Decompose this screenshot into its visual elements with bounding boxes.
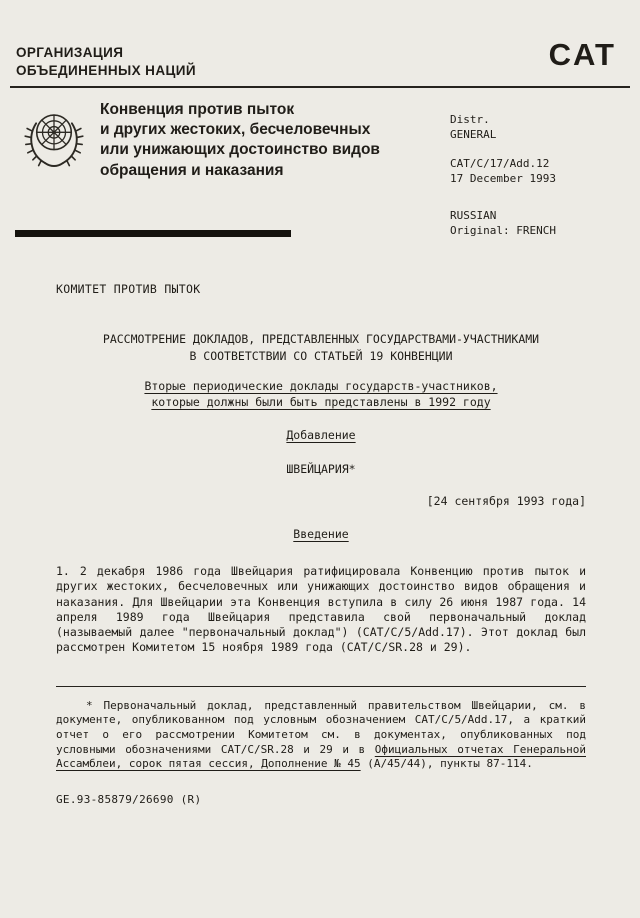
- distr-value: GENERAL: [450, 128, 497, 142]
- convention-title-line: Конвенция против пыток: [100, 101, 295, 119]
- footnote-divider: [56, 686, 586, 687]
- paragraph-1: 1. 2 декабря 1986 года Швейцария ратифицировала Конвенцию против пыток и других жестоких, бесчеловечных или унижающих достоинство видов обращения и наказания. Для Швейцарии эта Конвенция вступила в силу 26 июня 1987 года. 14 апреля 1989 года Швейцария представила свой первоначальный доклад (называемый далее "первоначальный доклад") (CAT/C/5/Add.17). Этот доклад был рассмотрен Комитетом 15 ноября 1989 года (CAT/C/SR.28 и 29).: [56, 564, 586, 655]
- doc-date: 17 December 1993: [450, 172, 556, 186]
- footnote: [56, 699, 586, 772]
- introduction-heading: [56, 526, 586, 542]
- heading1-line2: В СООТВЕТСТВИИ СО СТАТЬЕЙ 19 КОНВЕНЦИИ: [189, 348, 453, 363]
- committee-heading: КОМИТЕТ ПРОТИВ ПЫТОК: [56, 282, 201, 297]
- document-body: [0, 281, 640, 807]
- doc-original-language: Original: FRENCH: [450, 224, 556, 238]
- letterhead: [0, 0, 640, 79]
- distr-label: Distr.: [450, 113, 490, 127]
- footnote-lead: * Первоначальный доклад, представленный правительством Швейцарии, см. в документе, опубликованном под условным обозначением CAT/C/5/Add.17, а краткий отчет о его рассмотрении Комитетом см. в документах, опубликованных под условными обозначениями CAT/C/SR.28 и 29 и в: [56, 698, 586, 756]
- report-consideration-heading: [56, 331, 586, 364]
- heading1-line1: РАССМОТРЕНИЕ ДОКЛАДОВ, ПРЕДСТАВЛЕННЫХ ГОСУДАРСТВАМИ-УЧАСТНИКАМИ: [102, 332, 540, 347]
- heading2-line1: Вторые периодические доклады государств-участников,: [144, 379, 498, 394]
- addendum-heading: [56, 427, 586, 443]
- org-name: [16, 44, 196, 79]
- distribution-block: [450, 100, 622, 238]
- convention-title: [100, 100, 392, 216]
- heading2-line2: которые должны были быть представлены в 1992 году: [151, 395, 491, 410]
- country-heading: ШВЕЙЦАРИЯ*: [286, 462, 356, 477]
- masthead: [0, 88, 640, 238]
- ge-document-reference: GE.93-85879/26690 (R): [56, 792, 202, 806]
- periodic-reports-heading: [56, 378, 586, 411]
- addendum-label: Добавление: [286, 427, 356, 442]
- convention-title-line: обращения и наказания: [100, 161, 284, 179]
- spacer: [450, 187, 622, 208]
- footnote-official-records-reference: Официальных отчетах Генеральной Ассамблеи, сорок пятая сессия, Дополнение № 45: [56, 742, 586, 771]
- un-emblem-icon: [22, 104, 86, 176]
- org-name-line1: ОРГАНИЗАЦИЯ: [16, 45, 124, 60]
- doc-symbol: CAT: [548, 37, 616, 72]
- doc-reference: CAT/C/17/Add.12: [450, 156, 550, 170]
- org-name-line2: ОБЪЕДИНЕННЫХ НАЦИЙ: [16, 62, 196, 78]
- submission-date: [24 сентября 1993 года]: [426, 494, 586, 509]
- masthead-thick-divider: [15, 230, 291, 237]
- convention-title-line: и других жестоких, бесчеловечных: [100, 121, 371, 139]
- doc-language: RUSSIAN: [450, 208, 497, 222]
- footnote-tail: (A/45/44), пункты 87-114.: [360, 757, 533, 771]
- convention-title-line: или унижающих достоинство видов: [100, 141, 380, 159]
- spacer: [450, 143, 622, 156]
- introduction-label: Введение: [293, 526, 349, 541]
